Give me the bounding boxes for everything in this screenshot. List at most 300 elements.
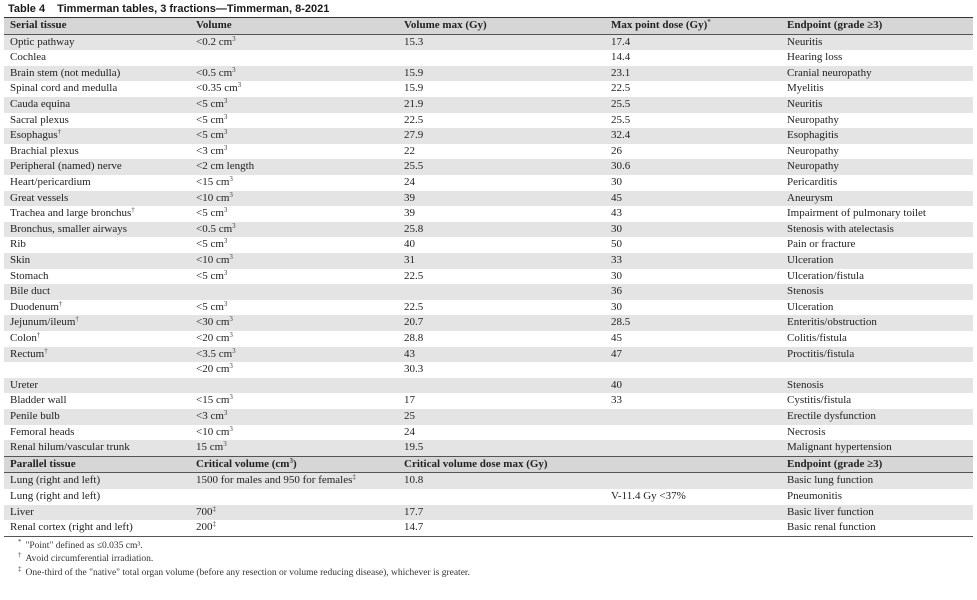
superscript: 3 — [232, 346, 236, 355]
table-cell — [611, 113, 630, 129]
table-cell — [787, 409, 876, 425]
table-row — [4, 128, 973, 144]
table-cell — [787, 347, 854, 363]
superscript: 3 — [229, 393, 233, 402]
header-cell — [611, 18, 711, 34]
cell-text: Myelitis — [787, 82, 824, 95]
table-cell — [787, 300, 833, 316]
table-cell — [404, 425, 415, 441]
table-cell — [196, 331, 233, 347]
table-cell — [10, 505, 34, 521]
superscript: 3 — [223, 143, 228, 152]
table-cell — [404, 191, 415, 207]
cell-text: Hearing loss — [787, 51, 843, 64]
superscript: 3 — [237, 81, 242, 90]
table-cell — [196, 113, 227, 129]
footnote-mark: † — [18, 551, 22, 560]
table-cell — [10, 425, 74, 441]
footnote-mark: † — [58, 299, 63, 308]
cell-text: 30.3 — [404, 363, 424, 376]
cell-text: Brachial plexus — [10, 144, 79, 157]
header-cell — [196, 18, 232, 34]
superscript: 3 — [223, 97, 228, 105]
footnote-mark: * — [18, 537, 22, 546]
table-cell — [787, 253, 833, 269]
cell-text: Basic lung function — [787, 474, 874, 487]
table-cell — [196, 520, 216, 536]
cell-text: 24 — [404, 425, 415, 438]
table-cell — [787, 35, 822, 51]
table-cell — [196, 253, 233, 269]
table-cell — [611, 35, 630, 51]
table-cell — [10, 300, 62, 316]
cell-text: 20.7 — [404, 316, 424, 329]
superscript: 3 — [289, 456, 293, 465]
cell-text: 22.5 — [404, 269, 424, 282]
cell-text: Rectum — [10, 347, 45, 360]
cell-text: Duodenum — [10, 300, 59, 313]
cell-text: 15.9 — [404, 66, 424, 79]
footnote-mark: † — [57, 128, 62, 137]
cell-text: Parallel tissue — [10, 457, 76, 470]
cell-text: 39 — [404, 191, 415, 204]
cell-text: <3 cm — [196, 410, 224, 422]
cell-text: 14.4 — [611, 51, 631, 64]
table-cell — [787, 440, 892, 456]
table-row — [4, 473, 973, 489]
cell-text: Stenosis — [787, 378, 824, 391]
cell-text: Cranial neuropathy — [787, 66, 872, 79]
table-cell — [404, 253, 415, 269]
cell-text: Serial tissue — [10, 19, 67, 31]
cell-text: Cauda equina — [10, 98, 71, 110]
table-cell — [787, 81, 824, 97]
table-cell — [196, 347, 236, 363]
cell-text: Endpoint (grade ≥3) — [787, 457, 883, 470]
cell-text: Cochlea — [10, 51, 47, 64]
header-cell — [787, 18, 882, 34]
cell-text: 43 — [404, 347, 415, 360]
table-row — [4, 393, 973, 409]
cell-text: Femoral heads — [10, 425, 75, 438]
table-row — [4, 269, 973, 285]
superscript: 3 — [223, 237, 228, 246]
table-cell — [196, 66, 236, 82]
cell-text: Endpoint (grade ≥3) — [787, 19, 883, 31]
footnote-text: "Point" defined as ≤0.035 cm³. — [25, 540, 143, 551]
cell-text: <10 cm — [196, 254, 230, 266]
table-cell — [10, 284, 50, 300]
cell-text: Bile duct — [10, 285, 51, 298]
table-cell — [611, 347, 622, 363]
table-cell — [196, 315, 233, 331]
cell-text: Esophagus — [10, 129, 58, 142]
cell-text: 40 — [404, 238, 415, 251]
superscript: 3 — [223, 299, 228, 308]
cell-text: Critical volume (cm — [196, 457, 290, 470]
table-cell — [787, 206, 926, 222]
table-cell — [10, 520, 133, 536]
superscript: 3 — [229, 362, 233, 371]
table-cell — [611, 97, 630, 113]
cell-text: Pericarditis — [787, 176, 838, 188]
cell-text: 15.9 — [404, 82, 424, 95]
cell-text: <10 cm — [196, 425, 230, 438]
header-cell — [787, 457, 882, 473]
table-cell — [10, 113, 69, 129]
superscript: 3 — [229, 190, 233, 199]
cell-text: Pneumonitis — [787, 490, 843, 502]
cell-text: Enteritis/obstruction — [787, 316, 877, 329]
table-cell — [404, 520, 423, 536]
cell-text: Brain stem (not medulla) — [10, 66, 121, 79]
cell-text: 25.5 — [611, 113, 631, 126]
table-cell — [787, 425, 826, 441]
table-cell — [196, 440, 227, 456]
cell-text: Rib — [10, 238, 26, 251]
table-cell — [196, 425, 233, 441]
cell-text: Neuropathy — [787, 160, 839, 173]
cell-text: Stomach — [10, 269, 49, 282]
table-row — [4, 505, 973, 521]
cell-text: 26 — [611, 144, 622, 157]
cell-text: 25.8 — [404, 222, 424, 235]
header-cell — [10, 18, 67, 34]
table-cell — [404, 505, 423, 521]
table-cell — [787, 269, 864, 285]
cell-text: 45 — [611, 332, 622, 344]
cell-text: <0.2 cm — [196, 35, 233, 48]
cell-text: Colitis/fistula — [787, 332, 847, 344]
superscript: 3 — [223, 268, 228, 277]
table-cell — [404, 175, 415, 191]
cell-text: V-11.4 Gy <37% — [611, 490, 686, 502]
table-cell — [10, 50, 46, 66]
table-cell — [196, 362, 233, 378]
cell-text: <30 cm — [196, 316, 230, 329]
table-cell — [10, 237, 26, 253]
table-cell — [611, 144, 622, 160]
table-cell — [611, 378, 622, 394]
cell-text: Peripheral (named) nerve — [10, 160, 122, 173]
table-row — [4, 191, 973, 207]
cell-text: Great vessels — [10, 191, 69, 204]
cell-text: 23.1 — [611, 66, 631, 79]
cell-text: 24 — [404, 176, 415, 188]
table-cell — [196, 97, 227, 113]
cell-text: Cystitis/fistula — [787, 394, 852, 407]
table-cell — [787, 237, 855, 253]
table-cell — [10, 347, 48, 363]
table-row — [4, 253, 973, 269]
table-cell — [611, 191, 622, 207]
cell-text: Critical volume dose max (Gy) — [404, 457, 548, 470]
table-cell — [10, 206, 135, 222]
cell-text: <20 cm — [196, 363, 230, 376]
cell-text: Impairment of pulmonary toilet — [787, 207, 926, 220]
table-cell — [196, 144, 227, 160]
cell-text: 45 — [611, 191, 622, 204]
cell-text: 30 — [611, 222, 622, 235]
table-row — [4, 284, 973, 300]
table-cell — [404, 159, 423, 175]
cell-text: 50 — [611, 238, 622, 251]
table-cell — [404, 222, 423, 238]
table-cell — [196, 175, 233, 191]
table-cell — [611, 393, 622, 409]
cell-text: Bronchus, smaller airways — [10, 222, 127, 235]
footnote-text: One-third of the "native" total organ volume (before any resection or volume reducing disease), whichever is greater. — [25, 567, 470, 578]
cell-text: Neuropathy — [787, 113, 839, 126]
table-row — [4, 97, 973, 113]
table-cell — [10, 97, 70, 113]
table-cell — [404, 97, 423, 113]
table-row — [4, 237, 973, 253]
table-cell — [404, 300, 423, 316]
table-number: Table 4 — [8, 3, 46, 15]
cell-text: 30 — [611, 300, 622, 313]
superscript: 3 — [229, 424, 233, 433]
cell-text: Ureter — [10, 378, 39, 391]
table-row — [4, 315, 973, 331]
footnote-mark: † — [131, 206, 135, 215]
footnote-mark: ‡ — [352, 473, 356, 482]
table-cell — [787, 520, 876, 536]
table-cell — [787, 222, 894, 238]
table-cell — [10, 440, 130, 456]
table-row — [4, 520, 973, 536]
table-cell — [196, 269, 227, 285]
table-cell — [787, 66, 872, 82]
cell-text: 17.7 — [404, 505, 424, 518]
bottom-rule — [4, 536, 973, 537]
table-cell — [787, 144, 839, 160]
table-cell — [10, 81, 117, 97]
header-cell — [196, 457, 297, 473]
cell-text: 21.9 — [404, 98, 424, 110]
table-row — [4, 331, 973, 347]
cell-text: <5 cm — [196, 129, 224, 142]
cell-text: Pain or fracture — [787, 238, 856, 251]
superscript: 3 — [223, 206, 228, 215]
table-cell — [404, 315, 423, 331]
cell-text: <5 cm — [196, 238, 224, 251]
footnote-mark: * — [707, 18, 711, 26]
cell-text: Spinal cord and medulla — [10, 82, 118, 95]
table-row — [4, 378, 973, 394]
table-cell — [787, 284, 824, 300]
cell-text: Jejunum/ileum — [10, 316, 76, 329]
table-cell — [404, 206, 415, 222]
table-cell — [611, 206, 622, 222]
cell-text: <5 cm — [196, 98, 224, 110]
superscript: 3 — [232, 65, 236, 74]
cell-text: Renal cortex (right and left) — [10, 521, 133, 534]
table-cell — [611, 253, 622, 269]
cell-text: Optic pathway — [10, 35, 75, 48]
cell-text: Esophagitis — [787, 129, 839, 142]
table-cell — [10, 331, 40, 347]
cell-text: 25.5 — [611, 98, 631, 110]
cell-text: Lung (right and left) — [10, 490, 101, 502]
table-cell — [611, 66, 630, 82]
table-cell — [404, 347, 415, 363]
table-cell — [404, 81, 423, 97]
cell-text: 28.5 — [611, 316, 631, 329]
cell-text: 15.3 — [404, 35, 424, 48]
cell-text: Ulceration — [787, 254, 834, 266]
cell-text: 17 — [404, 394, 415, 407]
table-row — [4, 175, 973, 191]
table-caption — [8, 1, 329, 17]
cell-text: <3 cm — [196, 144, 224, 157]
table-row — [4, 489, 973, 505]
footnote-mark: ‡ — [212, 504, 216, 513]
table-cell — [10, 409, 60, 425]
table-cell — [10, 159, 122, 175]
table-cell — [10, 66, 120, 82]
cell-text: Lung (right and left) — [10, 474, 101, 487]
table-row — [4, 300, 973, 316]
table-cell — [404, 35, 423, 51]
cell-text: <5 cm — [196, 207, 224, 220]
table-cell — [611, 50, 630, 66]
cell-text: 17.4 — [611, 35, 631, 48]
cell-text: 39 — [404, 207, 415, 220]
cell-text: Stenosis with atelectasis — [787, 222, 894, 235]
cell-text: Liver — [10, 505, 34, 518]
table-row — [4, 440, 973, 456]
cell-text: Aneurysm — [787, 191, 833, 204]
cell-text: Basic liver function — [787, 505, 874, 518]
table-cell — [10, 191, 68, 207]
cell-text: ) — [292, 457, 297, 470]
cell-text: 1500 for males and 950 for females — [196, 474, 353, 487]
table-cell — [787, 159, 839, 175]
table-cell — [611, 175, 622, 191]
cell-text: <15 cm — [196, 394, 230, 407]
table-cell — [404, 144, 415, 160]
parallel-header-row — [4, 457, 973, 473]
table-cell — [196, 128, 227, 144]
cell-text: 30.6 — [611, 160, 631, 173]
table-row — [4, 362, 973, 378]
table-cell — [404, 331, 423, 347]
header-cell — [404, 457, 548, 473]
table-row — [4, 425, 973, 441]
cell-text: <3.5 cm — [196, 347, 233, 360]
table-cell — [787, 113, 839, 129]
cell-text: <0.5 cm — [196, 222, 233, 235]
table-cell — [196, 206, 227, 222]
table-cell — [404, 128, 423, 144]
table-cell — [404, 66, 423, 82]
table-row — [4, 159, 973, 175]
cell-text: Sacral plexus — [10, 113, 69, 126]
cell-text: Trachea and large bronchus — [10, 207, 132, 220]
table-row — [4, 50, 973, 66]
cell-text: <15 cm — [196, 176, 230, 188]
table-row — [4, 206, 973, 222]
superscript: 3 — [229, 315, 233, 324]
cell-text: <0.35 cm — [196, 82, 238, 95]
table-row — [4, 66, 973, 82]
table-cell — [611, 331, 622, 347]
superscript: 3 — [223, 112, 228, 121]
cell-text: 32.4 — [611, 129, 631, 142]
footnote-mark: † — [36, 331, 41, 339]
header-cell — [404, 18, 487, 34]
table-cell — [404, 362, 423, 378]
superscript: 3 — [229, 175, 233, 183]
table-cell — [787, 505, 874, 521]
cell-text: Skin — [10, 254, 31, 266]
superscript: 3 — [223, 440, 227, 449]
cell-text: 10.8 — [404, 474, 424, 487]
cell-text: 700 — [196, 505, 213, 518]
header-cell — [10, 457, 76, 473]
cell-text: Stenosis — [787, 285, 824, 298]
cell-text: Neuropathy — [787, 144, 839, 157]
table-cell — [196, 191, 233, 207]
table-cell — [196, 35, 236, 51]
cell-text: 27.9 — [404, 129, 424, 142]
cell-text: 47 — [611, 347, 622, 360]
cell-text: <10 cm — [196, 191, 230, 204]
cell-text: Bladder wall — [10, 394, 67, 407]
table-cell — [611, 128, 630, 144]
table-cell — [787, 191, 833, 207]
cell-text: Necrosis — [787, 425, 826, 438]
table-cell — [787, 331, 847, 347]
table-cell — [10, 315, 79, 331]
table-cell — [787, 473, 873, 489]
table-cell — [10, 393, 67, 409]
footnote — [18, 553, 153, 566]
superscript: 3 — [232, 34, 236, 43]
table-cell — [787, 97, 822, 113]
table-cell — [611, 284, 622, 300]
table-cell — [10, 489, 100, 505]
superscript: 3 — [229, 253, 233, 261]
table-cell — [196, 237, 227, 253]
cell-text: 200 — [196, 521, 213, 534]
table-cell — [611, 269, 622, 285]
footnote-mark: † — [44, 346, 48, 355]
cell-text: Volume — [196, 19, 232, 31]
table-cell — [10, 269, 49, 285]
table-cell — [10, 378, 38, 394]
cell-text: Malignant hypertension — [787, 441, 892, 454]
cell-text: 15 cm — [196, 441, 224, 454]
footnote-mark: ‡ — [212, 520, 216, 529]
table-cell — [787, 175, 837, 191]
cell-text: 33 — [611, 394, 622, 407]
serial-header-row — [4, 18, 973, 34]
superscript: 3 — [223, 128, 228, 137]
cell-text: 33 — [611, 254, 622, 266]
table-cell — [611, 222, 622, 238]
footnote — [18, 564, 470, 580]
cell-text: <2 cm length — [196, 160, 255, 173]
cell-text: 22.5 — [611, 82, 631, 95]
superscript: 3 — [223, 409, 228, 417]
cell-text: 14.7 — [404, 521, 424, 534]
table-cell — [404, 393, 415, 409]
cell-text: Colon — [10, 332, 37, 344]
table-cell — [611, 300, 622, 316]
cell-text: 28.8 — [404, 332, 424, 344]
